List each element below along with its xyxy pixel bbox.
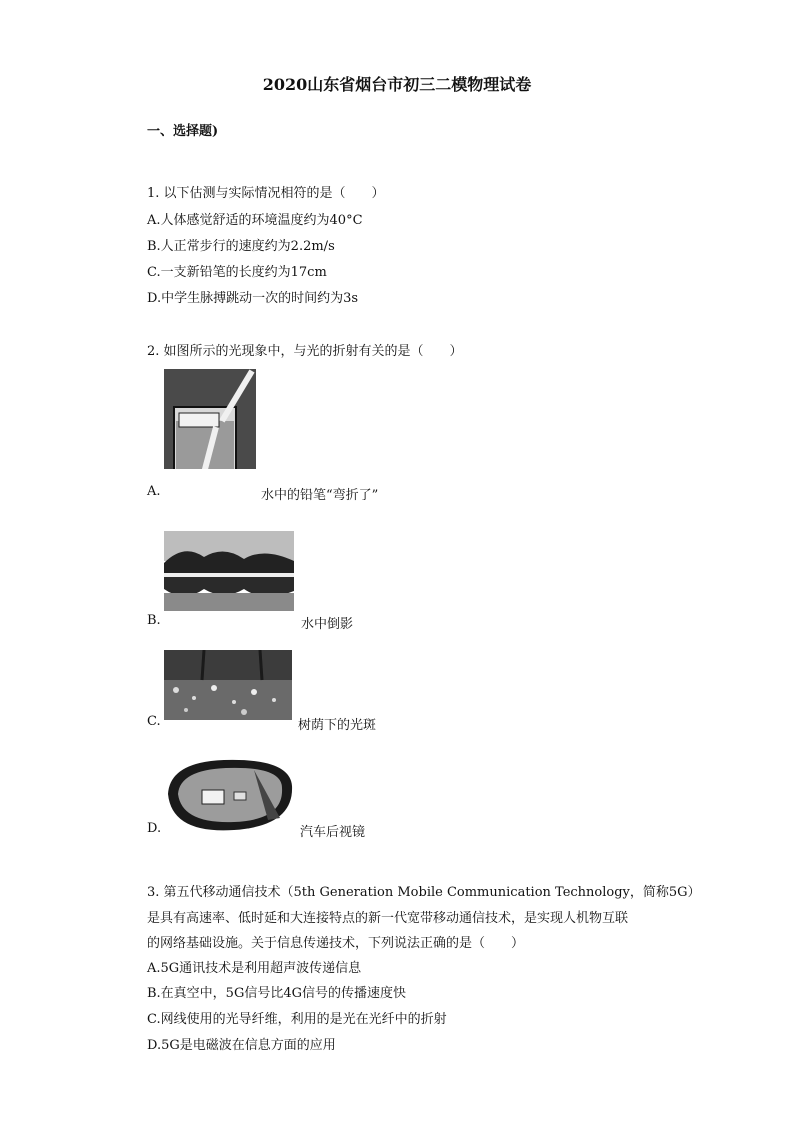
- question-3-option-a: A.5G通讯技术是利用超声波传递信息: [147, 961, 362, 976]
- question-1-option-b: B.人正常步行的速度约为2.2m/s: [147, 239, 335, 254]
- question-3-option-b: B.在真空中，5G信号比4G信号的传播速度快: [147, 986, 406, 1001]
- question-1-option-a: A.人体感觉舒适的环境温度约为40°C: [147, 213, 363, 228]
- question-1-option-c: C.一支新铅笔的长度约为17cm: [147, 265, 327, 280]
- water-reflection-image: [164, 519, 294, 615]
- question-2-option-a-caption: 水中的铅笔“弯折了”: [261, 488, 379, 503]
- question-2-option-d-letter: D.: [147, 821, 162, 836]
- question-2-option-d-caption: 汽车后视镜: [300, 825, 366, 840]
- question-3-option-c: C.网线使用的光导纤维，利用的是光在光纤中的折射: [147, 1012, 447, 1027]
- question-1-stem: 1. 以下估测与实际情况相符的是（ ）: [147, 186, 385, 201]
- question-2-stem: 2. 如图所示的光现象中，与光的折射有关的是（ ）: [147, 344, 463, 359]
- question-2-option-c-letter: C.: [147, 714, 161, 729]
- car-rear-mirror-image: [164, 756, 296, 834]
- question-1-option-d: D.中学生脉搏跳动一次的时间约为3s: [147, 291, 359, 306]
- question-3-stem-line-3: 的网络基础设施。关于信息传递技术，下列说法正确的是（ ）: [147, 936, 525, 951]
- tree-shadow-light-spots-image: [164, 650, 292, 720]
- pencil-in-water-image: [164, 369, 256, 482]
- section-heading: 一、选择题): [147, 124, 219, 139]
- question-2-option-a-letter: A.: [147, 484, 161, 499]
- question-3-stem-line-2: 是具有高速率、低时延和大连接特点的新一代宽带移动通信技术，是实现人机物互联: [147, 911, 629, 926]
- page-title: 2020山东省烟台市初三二模物理试卷: [262, 75, 532, 94]
- question-2-option-b-letter: B.: [147, 613, 161, 628]
- question-2-option-c-caption: 树荫下的光斑: [298, 718, 377, 733]
- question-3-stem-line-1: 3. 第五代移动通信技术（5th Generation Mobile Communication Technology，简称5G）: [147, 885, 701, 900]
- question-3-option-d: D.5G是电磁波在信息方面的应用: [147, 1038, 336, 1053]
- question-2-option-b-caption: 水中倒影: [301, 617, 354, 632]
